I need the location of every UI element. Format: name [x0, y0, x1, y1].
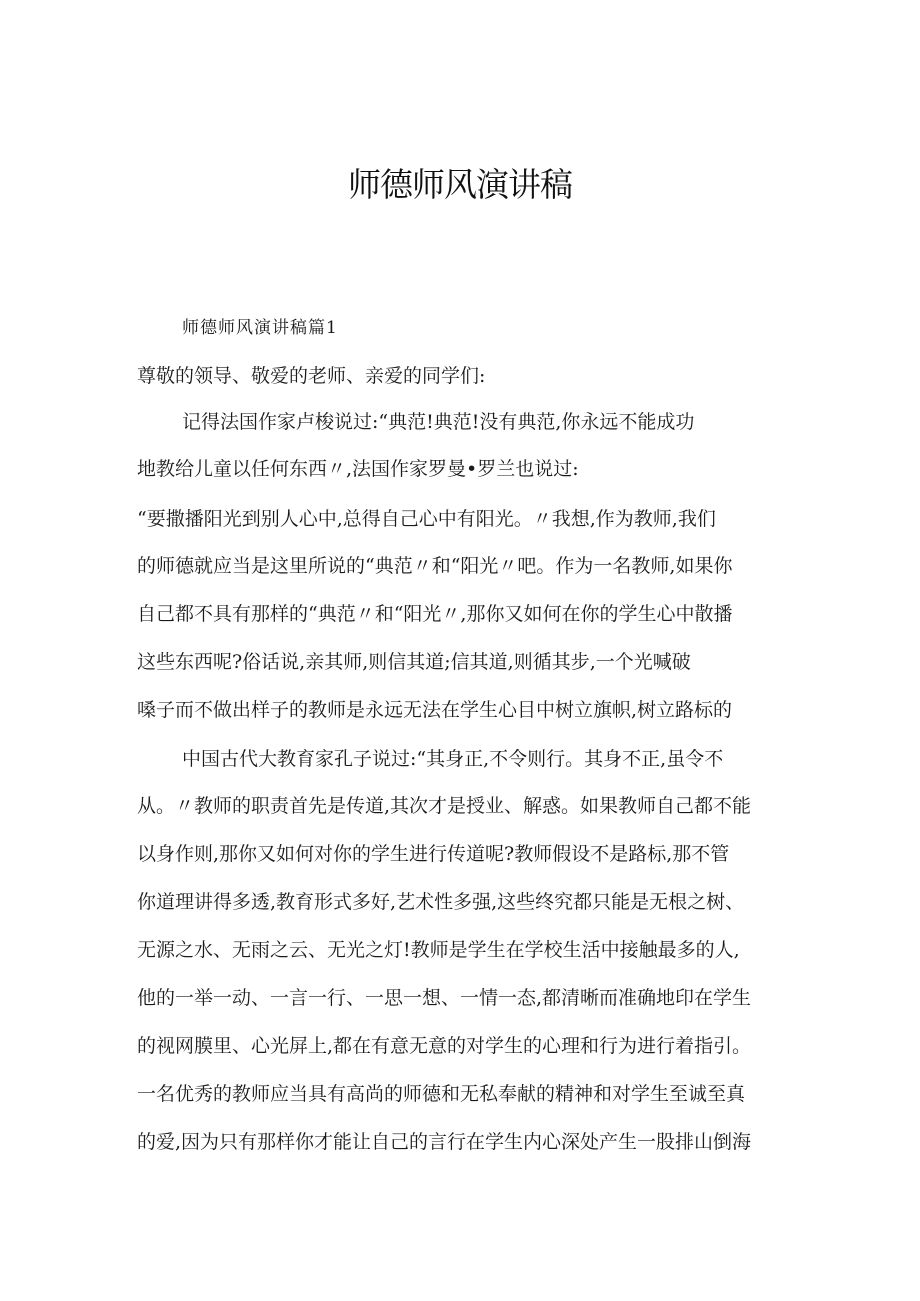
paragraph-line: 自己都不具有那样的“典范〃和“阳光〃,那你又如何在你的学生心中散播	[137, 603, 733, 625]
paragraph-line: 他的一举一动、一言一行、一思一想、一情一态,都清晰而准确地印在学生	[137, 987, 752, 1009]
paragraph-line: 的视网膜里、心光屏上,都在有意无意的对学生的心理和行为进行着指引。	[137, 1035, 752, 1057]
paragraph-line: 你道理讲得多透,教育形式多好,艺术性多强,这些终究都只能是无根之树、	[137, 891, 745, 913]
salutation-line: 尊敬的领导、敬爱的老师、亲爱的同学们:	[137, 365, 486, 387]
document-title: 师德师风演讲稿	[348, 165, 572, 204]
paragraph-line: 的爱,因为只有那样你才能让自己的言行在学生内心深处产生一股排山倒海	[137, 1131, 752, 1153]
paragraph-line: 嗓子而不做出样子的教师是永远无法在学生心目中树立旗帜,树立路标的	[137, 699, 733, 721]
paragraph-line: “要撒播阳光到别人心中,总得自己心中有阳光。〃我想,作为教师,我们	[137, 508, 716, 530]
paragraph-line: 这些东西呢?俗话说,亲其师,则信其道;信其道,则循其步,一个光喊破	[137, 651, 691, 673]
section-heading: 师德师风演讲稿篇1	[182, 318, 338, 338]
paragraph-line: 一名优秀的教师应当具有高尚的师德和无私奉献的精神和对学生至诚至真	[137, 1083, 746, 1105]
paragraph-line: 记得法国作家卢梭说过:“典范!典范!没有典范,你永远不能成功	[182, 411, 695, 433]
paragraph-line: 无源之水、无雨之云、无光之灯!教师是学生在学校生活中接触最多的人,	[137, 939, 740, 961]
paragraph-line: 中国古代大教育家孔子说过:“其身正,不令则行。其身不正,虽令不	[182, 748, 724, 770]
paragraph-line: 以身作则,那你又如何对你的学生进行传道呢?教师假设不是路标,那不管	[137, 843, 730, 865]
paragraph-line: 从。〃教师的职责首先是传道,其次才是授业、解惑。如果教师自己都不能	[137, 795, 752, 817]
paragraph-line: 地教给儿童以任何东西〃,法国作家罗曼•罗兰也说过:	[137, 458, 579, 480]
paragraph-line: 的师德就应当是这里所说的“典范〃和“阳光〃吧。作为一名教师,如果你	[137, 555, 733, 577]
